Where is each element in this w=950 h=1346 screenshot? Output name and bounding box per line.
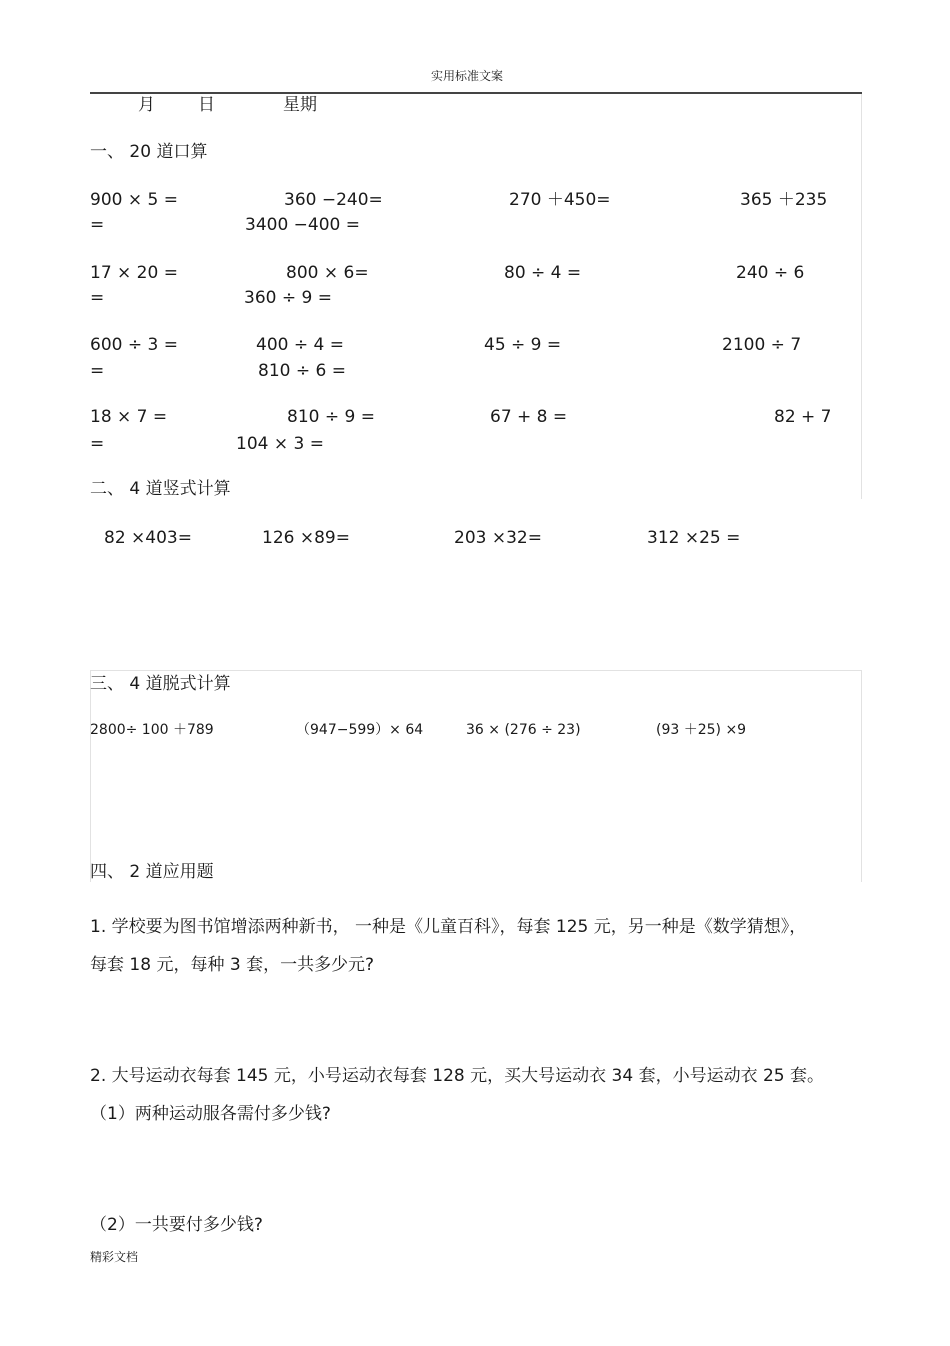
table-border-right-2 <box>861 670 862 882</box>
oral-calc-item: 80 ÷ 4 = <box>504 263 582 283</box>
vertical-calc-item: 203 ×32= <box>454 528 542 548</box>
oral-calc-item: 400 ÷ 4 = <box>256 335 344 355</box>
word-problem-1-line2: 每套 18 元，每种 3 套，一共多少元? <box>90 955 375 975</box>
page-header: 实用标准文案 <box>431 69 504 83</box>
oral-calc-item: 67 + 8 = <box>490 407 568 427</box>
header-rule <box>90 92 862 94</box>
page-footer: 精彩文档 <box>90 1250 139 1264</box>
section4-title: 四、 2 道应用题 <box>90 862 214 882</box>
oral-calc-equals: = <box>90 215 105 235</box>
stepwise-calc-item: 2800÷ 100 ＋789 <box>90 722 214 738</box>
oral-calc-equals: = <box>90 434 105 454</box>
oral-calc-item: 810 ÷ 6 = <box>258 361 346 381</box>
oral-calc-item: 900 × 5 = <box>90 190 178 210</box>
table-border-right <box>861 94 862 499</box>
oral-calc-item: 45 ÷ 9 = <box>484 335 562 355</box>
date-weekday: 星期 <box>283 95 317 115</box>
oral-calc-item: 240 ÷ 6 <box>736 263 805 283</box>
word-problem-2-line1: 2. 大号运动衣每套 145 元，小号运动衣每套 128 元，买大号运动衣 34 套，小号运动衣 25 套。 <box>90 1066 825 1086</box>
table-border-top-2 <box>90 670 862 671</box>
stepwise-calc-item: （947−599）× 64 <box>296 722 424 738</box>
oral-calc-item: 365 ＋235 <box>740 190 828 210</box>
vertical-calc-item: 312 ×25 = <box>647 528 741 548</box>
section2-title: 二、 4 道竖式计算 <box>90 479 231 499</box>
date-day: 日 <box>198 95 215 115</box>
oral-calc-item: 3400 −400 = <box>245 215 361 235</box>
oral-calc-item: 104 × 3 = <box>236 434 324 454</box>
vertical-calc-item: 82 ×403= <box>104 528 192 548</box>
word-problem-2-part1: （1）两种运动服各需付多少钱? <box>90 1104 331 1124</box>
oral-calc-item: 360 −240= <box>284 190 383 210</box>
stepwise-calc-item: (93 ＋25) ×9 <box>656 722 747 738</box>
stepwise-calc-item: 36 × (276 ÷ 23) <box>466 722 581 738</box>
oral-calc-item: 17 × 20 = <box>90 263 178 283</box>
oral-calc-item: 270 ＋450= <box>509 190 611 210</box>
oral-calc-item: 600 ÷ 3 = <box>90 335 178 355</box>
oral-calc-item: 800 × 6= <box>286 263 369 283</box>
table-border-left-2 <box>90 670 91 882</box>
word-problem-1-line1: 1. 学校要为图书馆增添两种新书， 一种是《儿童百科》，每套 125 元，另一种是《数学猜想》， <box>90 917 807 937</box>
oral-calc-item: 18 × 7 = <box>90 407 168 427</box>
date-month: 月 <box>138 95 155 115</box>
oral-calc-item: 82 + 7 <box>774 407 832 427</box>
word-problem-2-part2: （2）一共要付多少钱? <box>90 1215 263 1235</box>
section1-title: 一、 20 道口算 <box>90 142 208 162</box>
section3-title: 三、 4 道脱式计算 <box>90 674 231 694</box>
oral-calc-item: 810 ÷ 9 = <box>287 407 375 427</box>
oral-calc-equals: = <box>90 288 105 308</box>
oral-calc-item: 360 ÷ 9 = <box>244 288 332 308</box>
oral-calc-item: 2100 ÷ 7 <box>722 335 802 355</box>
vertical-calc-item: 126 ×89= <box>262 528 350 548</box>
oral-calc-equals: = <box>90 361 105 381</box>
